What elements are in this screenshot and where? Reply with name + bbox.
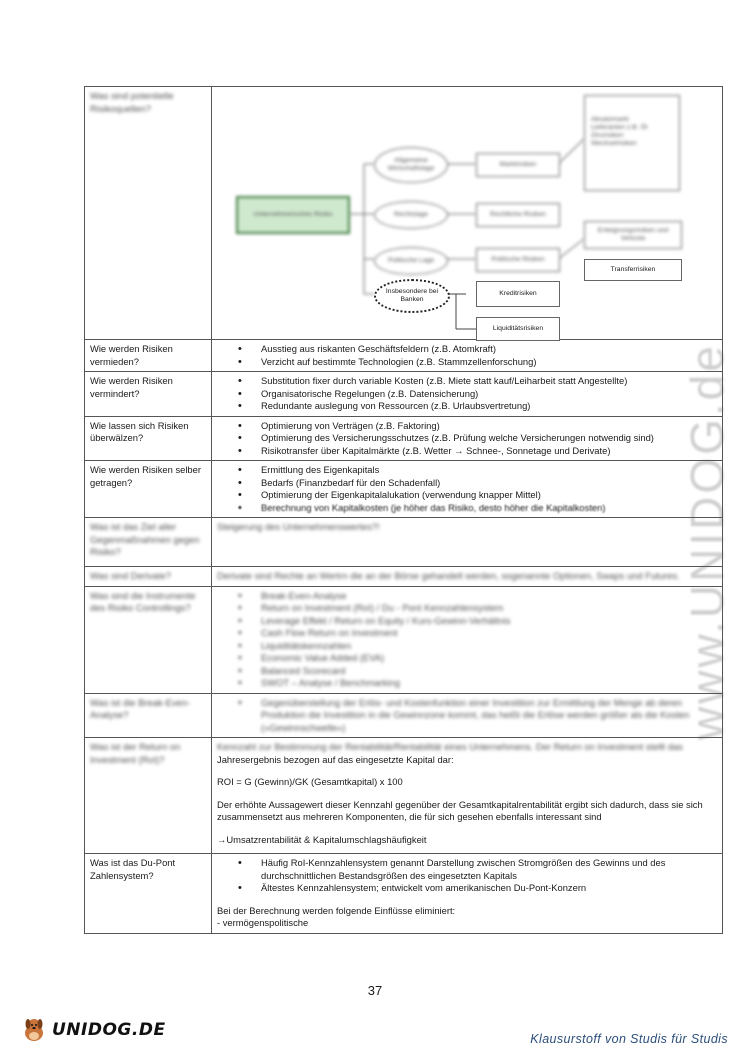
answer-line: - vermögenspolitische [217,917,309,928]
page-number: 37 [367,983,383,998]
list-item: • Optimierung von Verträgen (z.B. Faktoring) [261,420,717,433]
market-risk-box: Marktrisiken [476,153,560,177]
question-cell: Wie werden Risiken vermindert? [85,372,212,417]
table-row [85,416,723,461]
list-item: • Optimierung des Versicherungsschutzes (z.B. Prüfung welche Versicherungen notwendig sind) [261,432,717,445]
formula-line: ROI = G (Gewinn)/GK (Gesamtkapital) x 100 [217,776,403,787]
answer-cell [212,87,723,340]
list-item: • Verzicht auf bestimmte Technologien (z.B. Stammzellenforschung) [261,356,717,369]
question-cell: Was ist die Break-Even-Analyse? [85,693,212,738]
list-item: • Break-Even-Analyse [261,590,717,603]
answer-line: Jahresergebnis bezogen auf das eingesetzte Kapital dar: [217,753,454,765]
answer-cell [212,372,723,417]
site-logo[interactable] [20,1016,166,1044]
list-item: • Substitution fixer durch variable Kosten (z.B. Miete statt kauf/Leiharbeit statt Angestellte) [261,375,717,388]
branch-economy: Allgemeine Wirtschaftslage [374,147,448,183]
qa-table [84,86,723,934]
political-risk-box: Politische Risiken [476,248,560,272]
answer-list [217,590,717,690]
answer-cell [212,416,723,461]
list-item: • Economic Value Added (EVA) [261,652,717,665]
list-item: • Ermittlung des Eigenkapitals [261,464,717,477]
market-list-box: Absatzmarkt Lieferanten z.B. Öl Zinsrisiken Wechselrisiken [584,95,680,191]
list-item: • Redundante auslegung von Ressourcen (z.B. Urlaubsvertretung) [261,400,717,413]
logo-text: UNIDOG.DE [52,1020,166,1040]
answer-text-blurred: Kennzahl zur Bestimmung der Rentabilität/Rentabilität eines Unternehmens. Der Return on Investment stellt das [217,741,683,752]
list-item: • Bedarfs (Finanzbedarf für den Schadenfall) [261,477,717,490]
answer-cell: Derivate sind Rechte an Wertrn die an der Börse gehandelt werden, sogenannte Optionen, Swaps und Futures. [212,567,723,587]
footer-slogan: Klausurstoff von Studis für Studis [530,1032,728,1046]
answer-cell [212,693,723,738]
list-item: • Liquiditätskennzahlen [261,640,717,653]
expropriation-box: Enteignungsrisiken und Verluste [584,221,682,249]
answer-list [217,697,717,735]
credit-risk-box: Kreditrisiken [476,281,560,307]
answer-cell: Steigerung des Unternehmenswertes?! [212,518,723,567]
branch-law: Rechtslage [374,201,448,229]
list-item: • Risikotransfer über Kapitalmärkte (z.B. Wetter → Schnee-, Sonnetage und Derivate) [261,445,717,458]
list-item: • Organisatorische Regelungen (z.B. Datensicherung) [261,388,717,401]
dog-icon [20,1016,48,1044]
list-item: • Cash Flow Return on Investment [261,627,717,640]
list-item: • Return on Investment (RoI) / Du - Pont Kennzahlensystem [261,602,717,615]
table-row [85,518,723,567]
table-row [85,340,723,372]
answer-cell [212,854,723,934]
center-box: Unternehmerisches Risiko [236,196,350,234]
list-item: • Berechnung von Kapitalkosten (je höher das Risiko, desto höher die Kapitalkosten) [261,502,717,515]
answer-cell [212,586,723,693]
question-cell: Was ist das Du-Pont Zahlensystem? [85,854,212,934]
table-row [85,461,723,518]
risk-diagram [214,89,720,337]
list-item: • Balanced Scorecard [261,665,717,678]
question-cell: Wie werden Risiken selber getragen? [85,461,212,518]
transfer-risk-box: Transferrisiken [584,259,682,281]
table-row [85,854,723,934]
question-cell: Wie werden Risiken vermieden? [85,340,212,372]
table-row [85,693,723,738]
question-cell: Was sind Derivate? [85,567,212,587]
branch-politics: Politische Lage [374,247,448,275]
answer-line: Der erhöhte Aussagewert dieser Kennzahl gegenüber der Gesamtkapitalrentabilität ergibt sich dadurch, dass sie sich zusammensetzt aus mehreren Komponenten, die für sich gesehen ebenfalls interessant sind [217,798,703,822]
list-item: • Häufig RoI-Kennzahlensystem genannt Darstellung zwischen Stromgrößen des Gewinns und des durchschnittlichen Bestandsgrößen des eingesetzten Kapitals [261,857,717,882]
question-cell: Was sind potentielle Risikoquellen? [85,87,212,340]
table-row [85,372,723,417]
answer-list [217,420,717,458]
question-cell: Was sind die Instrumente des Risiko Controllings? [85,586,212,693]
answer-line: Bei der Berechnung werden folgende Einflüsse eliminiert: [217,904,456,916]
table-row [85,567,723,587]
answer-line: →Umsatzrentabilität & Kapitalumschlagshäufigkeit [217,833,427,845]
answer-cell [212,738,723,854]
answer-list [217,857,717,895]
table-row [85,87,723,340]
answer-cell [212,340,723,372]
answer-list [217,375,717,413]
table-row [85,586,723,693]
answer-list [217,343,717,368]
list-item: • SWOT – Analyse / Benchmarking [261,677,717,690]
list-item: • Ausstieg aus riskanten Geschäftsfeldern (z.B. Atomkraft) [261,343,717,356]
list-item: • Leverage Effekt / Return on Equity / Kurs-Gewinn-Verhältnis [261,615,717,628]
list-item: • Ältestes Kennzahlensystem; entwickelt vom amerikanischen Du-Pont-Konzern [261,882,717,895]
legal-risk-box: Rechtliche Risiken [476,203,560,227]
answer-cell [212,461,723,518]
liquidity-risk-box: Liquiditätsrisiken [476,317,560,341]
answer-list [217,464,717,514]
question-cell: Was ist der Return on Investment (RoI)? [85,738,212,854]
table-row [85,738,723,854]
list-item: • Gegenüberstellung der Erlös- und Kostenfunktion einer Investition zur Ermittlung der Menge ab deren Produktion die Investition in die Gewinnzone kommt, das heißt die Erlöse werden größer als die Kosten (»Gewinnschwelle«) [261,697,717,735]
list-item: • Optimierung der Eigenkapitalalukation (verwendung knapper Mittel) [261,489,717,502]
question-cell: Wie lassen sich Risiken überwälzen? [85,416,212,461]
branch-banks: Insbesondere bei Banken [374,279,450,313]
watermark: www.UNIDOG.de [681,343,733,740]
question-cell: Was ist das Ziel aller Gegenmaßnahmen gegen Risiko? [85,518,212,567]
